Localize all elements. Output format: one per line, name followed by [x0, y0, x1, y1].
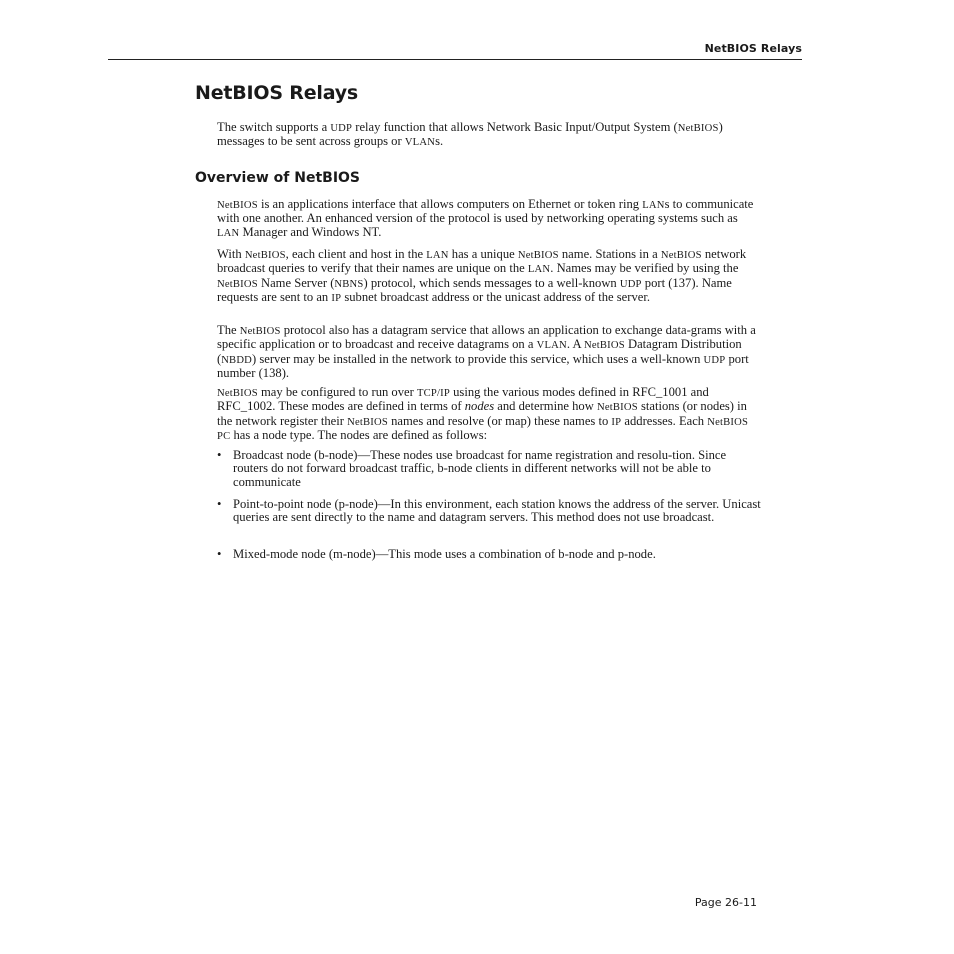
paragraph-netbios-names: With NetBIOS, each client and host in the LAN has a unique NetBIOS name. Stations in a NetBIOS network broadcast queries to verify that their names are unique on the LAN. Names may be verified by using the NetBIOS Name Server (NBNS) protocol, which sends messages to a well-known UDP port (137). Name requests are sent to an IP subnet broadcast address or the unicast address of the server. — [217, 247, 747, 305]
page-number: Page 26-11 — [694, 896, 757, 909]
intro-paragraph: The switch supports a UDP relay function that allows Network Basic Input/Output System (NetBIOS) messages to be sent across groups or VLANs. — [217, 120, 723, 149]
bullet-icon: • — [217, 497, 222, 511]
subsection-title: Overview of NetBIOS — [195, 170, 361, 186]
running-header — [108, 38, 802, 60]
list-item: • Broadcast node (b-node)—These nodes use broadcast for name registration and resolu-tion. Since routers do not forward broadcast traffic, b-node clients in different networks will not be able to communicate — [217, 448, 727, 489]
list-item: • Point-to-point node (p-node)—In this environment, each station knows the address of the server. Unicast queries are sent directly to the name and datagram servers. This method does not use broadcast. — [217, 497, 761, 525]
section-title: NetBIOS Relays — [195, 82, 359, 104]
paragraph-datagram-service: The NetBIOS protocol also has a datagram service that allows an application to exchange data-grams with a specific application or to broadcast and receive datagrams on a VLAN. A NetBIOS Datagram Distribution (NBDD) server may be installed in the network to provide this service, which uses a well-known UDP port number (138). — [217, 323, 756, 381]
paragraph-netbios-intro: NetBIOS is an applications interface that allows computers on Ethernet or token ring LANs to communicate with one another. An enhanced version of the protocol is used by networking operating systems such as LAN Manager and Windows NT. — [217, 197, 754, 239]
bullet-icon: • — [217, 448, 222, 462]
bullet-icon: • — [217, 547, 222, 561]
running-header-title: NetBIOS Relays — [704, 42, 802, 55]
paragraph-node-modes: NetBIOS may be configured to run over TCP/IP using the various modes defined in RFC_1001 and RFC_1002. These modes are defined in terms of nodes and determine how NetBIOS stations (or nodes) in the network register their NetBIOS names and resolve (or map) these names to IP addresses. Each NetBIOS PC has a node type. The nodes are defined as follows: — [217, 385, 749, 443]
list-item: • Mixed-mode node (m-node)—This mode uses a combination of b-node and p-node. — [217, 547, 656, 561]
